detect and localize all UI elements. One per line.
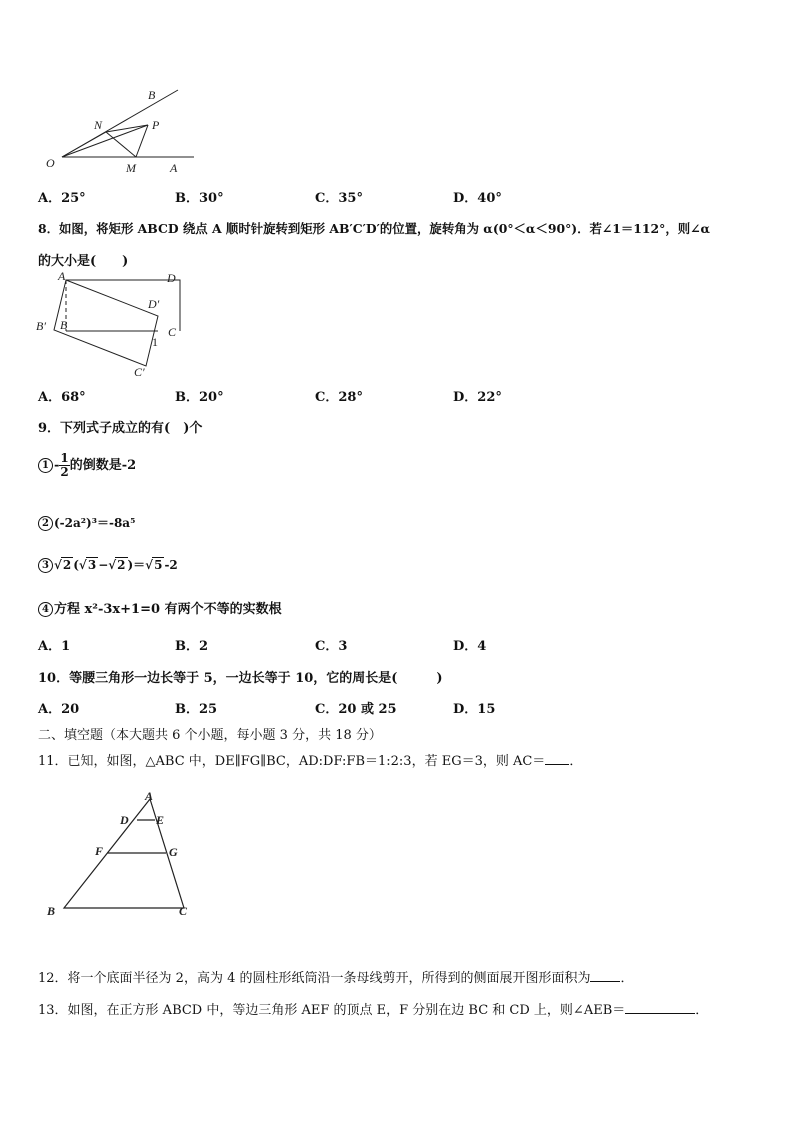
q8-option-b: B．20° [175,390,224,405]
seg-pm [136,125,148,157]
q9-item-3: 3 √2 (√3 −√2 )＝√5 -2 [38,556,178,573]
section-heading-fill-in: 二、填空题（本大题共 6 个小题，每小题 3 分，共 18 分） [38,728,382,743]
label-a: A [170,161,178,175]
circled-number-2: 2 [38,516,53,531]
q7-option-a: A．25° [38,191,86,206]
q11-answer-blank[interactable] [545,752,569,765]
label-g: G [169,845,178,859]
label-n: N [94,118,103,132]
figure-q8 [34,268,194,383]
label-d: D [167,271,176,285]
q9-item-2: 2 (-2a²)³＝-8a⁵ [38,514,135,531]
q12-text: 12．将一个底面半径为 2，高为 4 的圆柱形纸筒沿一条母线剪开，所得到的侧面展开图形面积为 ． [38,971,634,986]
label-b: B [148,88,156,102]
label-o: O [46,156,55,170]
q12-answer-blank[interactable] [590,969,620,982]
label-f: F [95,844,104,858]
q7-option-c: C．35° [315,191,363,206]
label-a: A [145,789,154,803]
q8-text-line2: 的大小是( ) [38,254,129,269]
q10-option-a: A．20 [38,702,80,717]
q10-option-d: D．15 [453,702,496,717]
seg-on [62,132,106,157]
q10-text: 10．等腰三角形一边长等于 5，一边长等于 10，它的周长是( ) [38,671,443,686]
q9-option-a: A．1 [38,639,71,654]
q13-text: 13．如图，在正方形 ABCD 中，等边三角形 AEF 的顶点 E，F 分别在边 BC 和 CD 上，则∠AEB＝ ． [38,1003,709,1018]
figure-q11 [44,787,204,922]
q13-answer-blank[interactable] [625,1001,695,1014]
fraction-one-half: $\frac{1}{2}$ [60,451,69,479]
label-d: D [120,813,129,827]
q11-text: 11．已知，如图，△ABC 中，DE∥FG∥BC，AD:DF:FB＝1:2:3，若 EG＝3，则 AC＝ ． [38,754,583,769]
rect-abcd [66,280,180,331]
label-c: C [179,904,188,918]
q8-option-d: D．22° [453,390,502,405]
seg-op [62,125,148,157]
seg-nm [106,132,136,157]
circled-number-1: 1 [38,458,53,473]
q7-option-b: B．30° [175,191,224,206]
circled-number-3: 3 [38,558,53,573]
rect-ab'c'd' [54,280,158,366]
label-a: A [58,269,66,283]
label-c: C [168,325,177,339]
q9-option-c: C．3 [315,639,348,654]
q9-title: 9．下列式子成立的有( )个 [38,421,203,436]
q10-option-c: C．20 或 25 [315,702,397,717]
label-angle-1: 1 [152,335,158,349]
q7-option-d: D．40° [453,191,502,206]
q8-option-c: C．28° [315,390,363,405]
figure-q7 [40,84,200,179]
label-e: E [156,813,165,827]
label-d-prime: D′ [148,297,160,311]
q9-option-b: B．2 [175,639,209,654]
label-b: B [47,904,56,918]
q9-item-4: 4 方程 x²-3x+1=0 有两个不等的实数根 [38,598,282,617]
q8-text-line1: 8．如图，将矩形 ABCD 绕点 A 顺时针旋转到矩形 AB′C′D′的位置，旋转角为 α(0°＜α＜90°)．若∠1＝112°，则∠α [38,221,711,236]
q9-option-d: D．4 [453,639,487,654]
q8-option-a: A．68° [38,390,86,405]
q9-item-1: 1 - $\frac{1}{2}$ 的倒数是-2 [38,452,136,479]
label-m: M [126,161,136,175]
label-c-prime: C′ [134,365,145,379]
q10-option-b: B．25 [175,702,218,717]
label-b-prime: B′ [36,319,46,333]
circled-number-4: 4 [38,602,53,617]
label-b: B [60,318,68,332]
label-p: P [152,118,160,132]
